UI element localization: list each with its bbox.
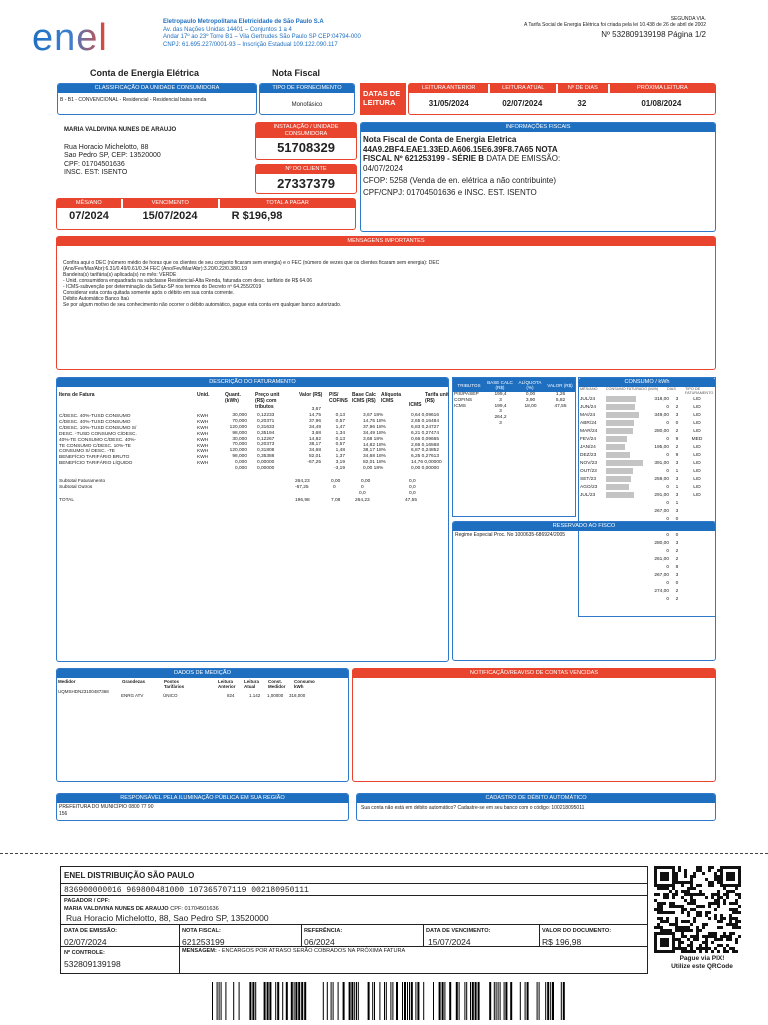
subtotal-fat-value: 264,23 <box>295 479 310 484</box>
consumo-tipo: LID <box>693 492 701 498</box>
consumo-row <box>579 483 715 491</box>
consumo-row-extra: 0 0 <box>666 580 679 586</box>
subtotal-out-icms: 0,0 <box>409 485 416 490</box>
mensagem-line: (Ano/Fev/Mar/Abr):6.31/0.49/0.61/0.34 FEC (Ano/Fev/Mar/Abr):3.20/0.22/0.38/0.19 <box>63 266 247 272</box>
consumo-row <box>579 411 715 419</box>
consumo-bar <box>606 436 627 442</box>
mensagens-lines <box>57 246 715 308</box>
tributo-cell: 18,00 <box>524 403 537 409</box>
valor: R$ 196,98 <box>542 937 582 947</box>
consumo-tipo: LID <box>693 396 701 402</box>
hdr-tarifa: Tarifa unit (R$) <box>425 392 449 404</box>
consumo-mes: JAN/24 <box>580 444 596 450</box>
consumo-mes: JUL/23 <box>580 492 596 498</box>
hdr-preco: Preço unit (R$) com tributos <box>255 392 280 410</box>
cliente-address: Rua Horacio Michelotto, 88 <box>64 143 149 151</box>
dias: 32 <box>577 99 587 108</box>
consumo-tipo: LID <box>693 420 701 426</box>
fiscais-line3b: DATA DE EMISSÃO: <box>484 154 561 163</box>
subtotal-fat-pis: 0,00 <box>331 479 341 484</box>
msg-label: MENSAGEM: <box>182 948 217 954</box>
instalacao-number: 51708329 <box>277 140 335 155</box>
consumo-dias: 2 <box>675 404 679 410</box>
leitura-anterior-label: LEITURA ANTERIOR <box>409 84 488 93</box>
leitura-anterior: 31/05/2024 <box>428 99 469 108</box>
consumo-bar <box>606 404 635 410</box>
tributo-cell <box>515 421 545 427</box>
med-hdr-consumo: Consumo kWh <box>294 679 315 689</box>
consumo-tipo: LID <box>693 428 701 434</box>
total-label: TOTAL A PAGAR <box>220 199 355 208</box>
trib-hdr-valor: VALOR (R$) <box>547 382 573 388</box>
iluminacao-label: RESPONSÁVEL PELA ILUMINAÇÃO PÚBLICA EM SUA REGIÃO <box>57 794 348 803</box>
debito-text: Sua conta não está em débito automático? Cadastre-se em seu banco com o código: 100218095011 <box>361 805 585 811</box>
proxima-leitura: 01/08/2024 <box>641 99 682 108</box>
consumo-row-extra: 280,00 3 <box>654 540 679 546</box>
med-hdr-anterior: Leitura Anterior <box>218 679 236 689</box>
consumo-tipo: LID <box>693 460 701 466</box>
consumo-valor: 0 <box>666 420 669 426</box>
med-hdr-const: Const. Medidor <box>268 679 286 689</box>
classificacao-box <box>57 83 257 115</box>
consumo-row <box>579 403 715 411</box>
mensagem-line: - ICMS-subvenção por determinação da Sefaz-SP nos termos do Decreto nº 64.255/2019 <box>63 284 262 290</box>
trib-hdr-tributos: TRIBUTOS <box>457 382 481 388</box>
pagamento-box <box>56 198 356 230</box>
debito-box <box>356 793 716 821</box>
unid-col: KWH KWH KWH KWH KWH KWH KWH KWH KWH <box>197 414 209 467</box>
total-pis: 7,08 <box>331 498 341 503</box>
hdr-quant: Quant. (kWh) <box>225 392 241 404</box>
mensagem-line: Considerar esta conta quitada somente após o débito em sua conta corrente. <box>63 290 235 296</box>
total-value: R $196,98 <box>231 210 283 222</box>
tributo-cell: 3 <box>499 420 502 426</box>
consumo-hdr-mes: MÊS/ANO <box>580 387 598 391</box>
med-consumo: 318,000 <box>289 693 306 698</box>
cliente-num-box <box>255 164 357 194</box>
pagador-cpf: CPF: 01704501636 <box>170 906 219 912</box>
notificacao-box <box>352 668 716 782</box>
consumo-row-extra: 0 1 <box>666 500 679 506</box>
total-label: TOTAL <box>59 498 75 503</box>
consumo-valor: 0 <box>666 404 669 410</box>
canhoto-box <box>60 866 648 974</box>
mensagem-line: Débito Automático Banco Itaú <box>63 296 129 302</box>
consumo-row <box>579 435 715 443</box>
consumo-dias: 2 <box>675 444 679 450</box>
tributo-cell: 3,90 <box>525 397 536 403</box>
datas-title: DATAS DE LEITURA <box>360 83 406 115</box>
company-info <box>163 19 361 49</box>
consumo-tipo: LID <box>693 468 701 474</box>
consumo-valor: 318,00 <box>654 396 669 402</box>
faturamento-box <box>56 377 449 662</box>
consumo-tipo: LID <box>693 484 701 490</box>
mes-value: 07/2024 <box>69 210 109 222</box>
mensagem-line: Se por algum motivo de seu conhecimento não ocorrer o débito automático, pague esta conta em qualquer banco autorizado. <box>63 302 342 308</box>
consumo-hdr-faturado: CONSUMO FATURADO (kWh) <box>605 387 659 391</box>
tarifa-note: A Tarifa Social de Energia Elétrica foi criada pela lei 10.438 de 26 de abril de 2002 <box>524 22 706 28</box>
cut-line <box>0 853 768 854</box>
mensagens-box <box>56 236 716 370</box>
pagador-end: Rua Horacio Michelotto, 88, Sao Pedro SP, 13520000 <box>66 913 269 923</box>
company-address1: Av. das Nações Unidas 14401 – Conjuntos 1 a 4 <box>163 26 292 33</box>
quant-col: 30,000 70,000 120,000 98,000 30,000 70,000 120,000 98,000 0,000 0,000 <box>229 412 247 472</box>
consumo-valor: 0 <box>666 436 669 442</box>
pagador-name: MARIA VALDIVINA NUNES DE ARAUJO <box>64 906 169 912</box>
consumo-mes: MAI/24 <box>580 412 596 418</box>
med-medidor: UQMSHDN23100487368 <box>58 689 109 694</box>
consumo-tipo: LID <box>693 412 701 418</box>
cliente-insc: INSC. EST: ISENTO <box>64 169 128 176</box>
linha-digitavel: 836900000016 969800481000 107365707119 002180950111 <box>64 886 309 895</box>
iluminacao-line1: PREFEITURA DO MUNICÍPIO 0800 77 90 <box>59 804 154 810</box>
datas-box <box>408 83 716 115</box>
consumo-bar <box>606 420 634 426</box>
valor-col: 3,67 14,75 37,96 34,49 3,68 14,82 38,17 34,68 82,01 -67,25 <box>307 407 321 466</box>
consumo-dias: 1 <box>675 484 679 490</box>
consumo-tipo: MED <box>691 436 703 442</box>
mes-label: MÊS/ANO <box>57 199 121 208</box>
med-posto: ÚNICO <box>163 693 178 698</box>
consumo-dias: 3 <box>675 492 679 498</box>
pix-line2: Utilize este QRCode <box>671 962 733 970</box>
hdr-aliquota: Alíquota ICMS <box>381 392 401 404</box>
consumo-valor: 0 <box>666 468 669 474</box>
fiscais-line3a: FISCAL Nº 621253199 - SÉRIE B <box>363 154 485 163</box>
consumo-tipo: LID <box>693 476 701 482</box>
consumo-bar <box>606 396 636 402</box>
iluminacao-box <box>56 793 349 821</box>
med-hdr-postos: Postos Tarifários <box>164 679 185 689</box>
medicao-label: DADOS DE MEDIÇÃO <box>57 669 348 678</box>
venc-label: VENCIMENTO <box>123 199 218 208</box>
tributo-cell: 199,4 <box>494 392 507 397</box>
consumo-hdr-tipo: TIPO DE FATURAMENTO <box>685 387 714 395</box>
consumo-bar <box>606 444 625 450</box>
subtotal-out-pis: 0 <box>333 485 336 490</box>
consumo-bar <box>606 468 633 474</box>
consumo-valor: 349,00 <box>654 412 669 418</box>
med-atual: 1.142 <box>249 693 261 698</box>
consumo-dias: 2 <box>675 428 679 434</box>
fiscais-line2: 44A9.2BF4.EAE1.33ED.A606.15E6.39F8.7A65 NOTA <box>363 144 558 154</box>
tributo-cell: PIS/PASEP <box>454 392 479 397</box>
consumo-row <box>579 395 715 403</box>
instalacao-box <box>255 122 357 160</box>
tributo-cell <box>453 421 485 427</box>
subtotal-out-icms2: 0,0 <box>409 491 416 496</box>
hdr-icms: ICMS <box>409 402 422 408</box>
consumo-bar <box>606 428 633 434</box>
cliente-info <box>64 127 254 178</box>
consumo-mes: NOV/23 <box>580 460 598 466</box>
consumo-dias: 3 <box>675 460 679 466</box>
trib-hdr-base: BASE CALC (R$) <box>487 380 513 390</box>
faturamento-label: DESCRIÇÃO DO FATURAMENTO <box>57 378 448 387</box>
consumo-dias: 9 <box>675 436 679 442</box>
nota-label: NOTA FISCAL: <box>182 928 221 934</box>
subtotal-out-value: -67,25 <box>295 485 309 490</box>
consumo-hdr-dias: DIAS <box>667 387 676 391</box>
cliente-city: Sao Pedro SP, CEP: 13520000 <box>64 152 161 159</box>
consumo-label: CONSUMO / kWh <box>579 378 715 387</box>
consumo-row <box>579 451 715 459</box>
tributo-cell: 5,82 <box>555 397 566 403</box>
hdr-unid: Unid. <box>197 392 210 398</box>
consumo-dias: 9 <box>675 452 679 458</box>
consumo-dias: 1 <box>675 468 679 474</box>
preco-col: 0,12233 0,20371 0,31633 0,35194 0,12267 0,20373 0,31808 0,35388 0,00000 0,00000 <box>257 412 275 472</box>
venc-value: 15/07/2024 <box>142 210 198 222</box>
subtotal-fat-base: 0,00 <box>361 479 371 484</box>
tarifa-col: 0,64 0,09616 2,65 0,16484 6,83 0,24727 6,21 0,27474 0,66 0,09665 2,66 0,16568 6,87 0,24852 6,25 0,27613 14,76 0,00000 0,00 0,00000 <box>411 413 442 472</box>
subtotal-fat-label: Subtotal Faturamento <box>59 479 106 484</box>
debito-label: CADASTRO DE DÉBITO AUTOMÁTICO <box>357 794 715 803</box>
iluminacao-line2: 156 <box>59 811 68 817</box>
top-right-info <box>446 16 706 39</box>
consumo-row <box>579 419 715 427</box>
fisco-box <box>452 521 716 661</box>
leitura-atual-label: LEITURA ATUAL <box>490 84 556 93</box>
emissao-label: DATA DE EMISSÃO: <box>64 928 118 934</box>
consumo-row <box>579 475 715 483</box>
subtotal-out-label: Subtotal Outros <box>59 485 93 490</box>
total-icms: 47,55 <box>405 498 418 503</box>
consumo-row-extra: 267,00 3 <box>654 572 679 578</box>
consumo-mes: DEZ/23 <box>580 452 597 458</box>
ref: 06/2024 <box>304 937 335 947</box>
nota: 621253199 <box>182 937 225 947</box>
consumo-mes: AGO/23 <box>580 484 598 490</box>
consumo-mes: MAR/24 <box>580 428 598 434</box>
consumo-bar <box>606 452 630 458</box>
notificacao-label: NOTIFICAÇÃO/REAVISO DE CONTAS VENCIDAS <box>353 669 715 678</box>
fiscais-line4: 04/07/2024 <box>363 163 404 173</box>
tributo-cell: 47,55 <box>554 403 567 409</box>
consumo-row <box>579 459 715 467</box>
tributo-cell: 264,2 <box>494 415 507 421</box>
consumo-valor: 291,00 <box>654 492 669 498</box>
med-hdr-grandezas: Grandezas <box>122 679 146 684</box>
consumo-bar <box>606 460 643 466</box>
mensagem-line: Confira aqui o DEC (número médio de horas que os clientes de seu conjunto ficaram sem energia) e o FEC (número de vezes que os clientes ficaram sem energia): DEC <box>63 260 440 266</box>
consumo-row-extra: 0 8 <box>666 564 679 570</box>
tributos-box <box>452 377 576 517</box>
consumo-dias: 3 <box>675 412 679 418</box>
consumo-mes: JUN/24 <box>580 404 596 410</box>
consumo-dias: 0 <box>675 420 679 426</box>
pix-qrcode[interactable] <box>652 866 744 954</box>
consumo-valor: 0 <box>666 484 669 490</box>
consumo-bar <box>606 484 629 490</box>
barcode <box>210 982 570 1020</box>
fiscais-line1: Nota Fiscal de Conta de Energia Eletrica <box>363 135 517 144</box>
consumo-row-extra: 0 0 <box>666 532 679 538</box>
consumo-tipo: LID <box>693 444 701 450</box>
consumo-row-extra: 0 2 <box>666 548 679 554</box>
msg-text: - ENCARGOS POR ATRASO SERÃO COBRADOS NA PRÓXIMA FATURA <box>216 948 406 954</box>
venc: 15/07/2024 <box>428 937 471 947</box>
fisco-label: RESERVADO AO FISCO <box>453 522 715 531</box>
dias-label: Nº DE DIAS <box>558 84 608 93</box>
mensagem-line: Bandeira(s) tarifária(s) aplicada(s) no mês: VERDE <box>63 272 177 278</box>
tributo-cell: 1,26 <box>555 392 566 397</box>
mensagem-line: - Unid. consumidora enquadrada na subclasse Residencial-Alta Renda, faturada com desc. tarifário de R$ 64.06 <box>63 278 313 284</box>
company-address2: Andar 17º ao 23º Torre B1 – Vila Gertrudes São Paulo SP CEP:04794-000 <box>163 34 361 40</box>
itens-col: C/DESC. 40%-TUSD CONSUMO C/DESC. 40%-TUSD CONSUMO C/DESC. 10%-TUSD CONSUMO S/ DESC. -TUSD CONSUMO C/DESC. 40%-TE CONSUMO C/DESC. 40%- TE CONSUMO C/DESC. 10%-TE CONSUMO S/ DESC. -TE BENEFÍCIO TARIFÁRIO BRUTO BENEFÍCIO TARIFÁRIO LÍQUIDO <box>59 414 137 467</box>
tributo-row <box>453 421 575 427</box>
pix-text <box>652 955 752 970</box>
consumo-row-extra: 274,00 2 <box>654 588 679 594</box>
controle: 532809139198 <box>64 959 121 969</box>
tributo-cell: ICMS <box>454 403 466 409</box>
medicao-box <box>56 668 349 782</box>
consumo-tipo: LID <box>693 452 701 458</box>
consumo-mes: ABR/24 <box>580 420 597 426</box>
logo-text: enel <box>32 18 108 58</box>
consumo-row <box>579 467 715 475</box>
consumo-valor: 280,00 <box>654 428 669 434</box>
consumo-mes: FEV/24 <box>580 436 596 442</box>
consumo-valor: 0 <box>666 452 669 458</box>
tributo-cell: 199,4 <box>494 403 507 409</box>
tributo-cell <box>545 421 575 427</box>
hdr-valor: Valor (R$) <box>299 392 323 398</box>
enel-logo <box>30 18 150 58</box>
pis-col: 0,13 0,57 1,47 1,34 0,13 0,57 1,48 1,37 3,19 -3,19 <box>334 412 345 472</box>
conta-title: Conta de Energia Elétrica <box>90 68 200 78</box>
doc-number: Nº 532809139198 Página 1/2 <box>601 30 706 39</box>
consumo-row-extra: 261,00 2 <box>654 556 679 562</box>
cliente-num-label: Nº DO CLIENTE <box>256 165 356 174</box>
consumo-row <box>579 427 715 435</box>
company-cnpj: CNPJ: 61.695.227/0001-93 – Inscrição Estadual 109.122.090.117 <box>163 41 338 48</box>
consumo-row <box>579 491 715 499</box>
venc-label: DATA DE VENCIMENTO: <box>426 928 491 934</box>
subtotal-out-base: 0 <box>361 485 364 490</box>
consumo-row <box>579 443 715 451</box>
classificacao-label: CLASSIFICAÇÃO DA UNIDADE CONSUMIDORA <box>58 84 256 93</box>
consumo-mes: OUT/23 <box>580 468 597 474</box>
med-hdr-atual: Leitura Atual <box>244 679 260 689</box>
controle-label: Nº CONTROLE: <box>64 950 105 956</box>
fiscais-cpfcnpj: CPF/CNPJ: 01704501636 e INSC. EST. ISENTO <box>363 187 537 197</box>
tipo-value: Monofásico <box>291 102 323 108</box>
cliente-number: 27337379 <box>277 176 335 191</box>
consumo-tipo: LID <box>693 404 701 410</box>
tributo-cell: 3 <box>499 397 502 403</box>
consumo-bar <box>606 492 634 498</box>
consumo-dias: 3 <box>675 476 679 482</box>
canhoto-company: ENEL DISTRIBUIÇÃO SÃO PAULO <box>64 871 195 880</box>
subtotal-out-base2: 0,0 <box>359 491 366 496</box>
tributo-cell: 3 <box>499 409 502 415</box>
cliente-cpf: CPF: 01704501636 <box>64 160 125 168</box>
pix-line1: Pague via PIX! <box>679 955 725 962</box>
company-name: Eletropaulo Metropolitana Eletricidade de São Paulo S.A <box>163 19 324 25</box>
instalacao-label: INSTALAÇÃO / UNIDADE CONSUMIDORA <box>256 123 356 138</box>
msg <box>182 948 422 956</box>
med-anterior: 824 <box>227 693 235 698</box>
med-const: 1,00000 <box>267 693 284 698</box>
consumo-dias: 3 <box>675 396 679 402</box>
base-col: 3,67 18% 14,75 18% 37,96 18% 34,49 18% 3,68 18% 14,82 18% 38,17 18% 34,68 18% 82,01 18% 0,00 18% <box>363 413 386 472</box>
consumo-bar <box>606 476 631 482</box>
classificacao-value: B - B1 - CONVENCIONAL - Residencial - Residencial baixa renda <box>60 97 207 103</box>
tipo-label: TIPO DE FORNECIMENTO <box>260 84 354 93</box>
fiscais-box <box>360 122 716 232</box>
faturamento-headers <box>59 392 449 410</box>
hdr-pis: PIS/ COFINS <box>329 392 348 404</box>
consumo-valor: 391,00 <box>654 460 669 466</box>
consumo-bar <box>606 412 639 418</box>
fiscais-cfop: CFOP: 5258 (Venda de en. elétrica a não contribuinte) <box>363 176 557 185</box>
consumo-row-extra: 0 2 <box>666 596 679 602</box>
via-label: SEGUNDA VIA. <box>670 16 706 22</box>
valor-label: VALOR DO DOCUMENTO: <box>542 928 612 934</box>
total-value: 196,98 <box>295 498 310 503</box>
consumo-mes: JUL/24 <box>580 396 596 402</box>
cliente-name: MARIA VALDIVINA NUNES DE ARAUJO <box>64 127 177 133</box>
consumo-valor: 195,00 <box>654 444 669 450</box>
hdr-base: Base Calc ICMS (R$) <box>352 392 376 404</box>
consumo-row-extra: 267,00 3 <box>654 508 679 514</box>
trib-hdr-aliquota: ALÍQUOTA (%) <box>518 380 542 390</box>
leitura-atual: 02/07/2024 <box>502 99 543 108</box>
pagador-label: PAGADOR / CPF: <box>64 898 110 904</box>
consumo-valor: 259,00 <box>654 476 669 482</box>
tributo-cell: 0,00 <box>525 392 536 397</box>
nota-title: Nota Fiscal <box>272 68 321 78</box>
subtotal-fat-icms: 0,0 <box>409 479 416 484</box>
tributo-cell: COFINS <box>454 397 473 403</box>
fisco-text: Regime Especial Proc. No 1000635-686924/2005 <box>455 532 566 538</box>
med-grandeza: ENRG ATV <box>121 693 144 698</box>
emissao: 02/07/2024 <box>64 937 107 947</box>
tipo-fornecimento-box <box>259 83 355 115</box>
hdr-itens: Itens de Fatura <box>59 392 95 398</box>
total-base: 264,23 <box>355 498 370 503</box>
proxima-label: PRÓXIMA LEITURA <box>610 84 715 93</box>
ref-label: REFERÊNCIA: <box>304 928 343 934</box>
consumo-row-extra: 0 0 <box>666 516 679 522</box>
consumo-mes: SET/23 <box>580 476 596 482</box>
med-hdr-medidor: Medidor <box>58 679 76 684</box>
mensagens-label: MENSAGENS IMPORTANTES <box>57 237 715 246</box>
fiscais-label: INFORMAÇÕES FISCAIS <box>361 123 715 132</box>
